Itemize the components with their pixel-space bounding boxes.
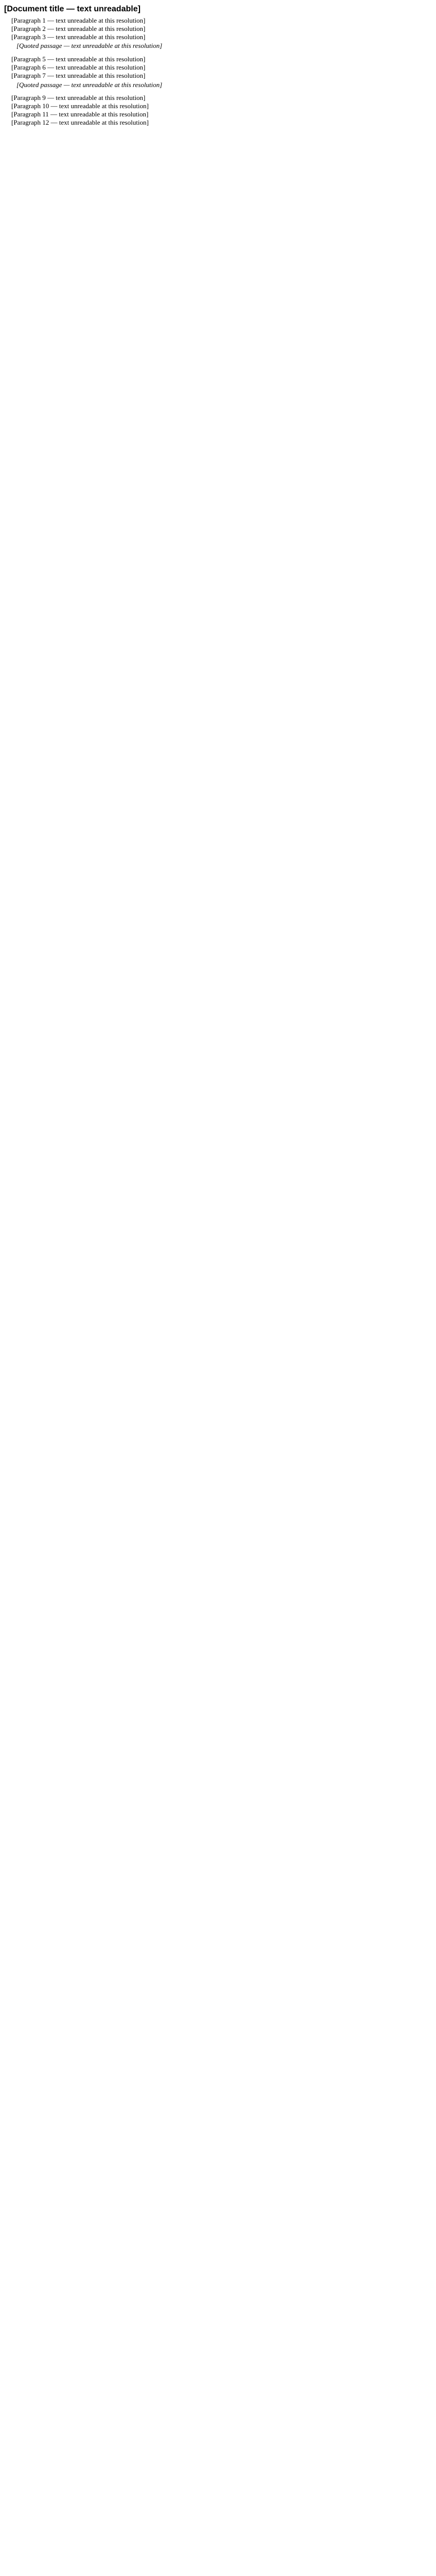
body-paragraph: [Paragraph 7 — text unreadable at this resolution]: [11, 71, 146, 79]
quote-paragraph: [Quoted passage — text unreadable at this resolution]: [16, 80, 163, 89]
body-paragraph: [Paragraph 1 — text unreadable at this resolution]: [11, 16, 146, 24]
document-body: [4, 16, 431, 127]
body-paragraph: [Paragraph 5 — text unreadable at this resolution]: [11, 55, 146, 63]
body-paragraph: [Paragraph 3 — text unreadable at this resolution]: [11, 32, 146, 41]
body-paragraph: [Paragraph 10 — text unreadable at this resolution]: [11, 102, 149, 110]
body-paragraph: [Paragraph 2 — text unreadable at this resolution]: [11, 24, 146, 32]
body-paragraph: [Paragraph 12 — text unreadable at this resolution]: [11, 118, 149, 126]
quote-paragraph: [Quoted passage — text unreadable at this resolution]: [16, 42, 163, 50]
document-title: [Document title — text unreadable]: [4, 5, 141, 13]
body-paragraph: [Paragraph 9 — text unreadable at this resolution]: [11, 94, 146, 102]
body-paragraph: [Paragraph 6 — text unreadable at this resolution]: [11, 63, 146, 71]
body-paragraph: [Paragraph 11 — text unreadable at this resolution]: [11, 110, 149, 118]
